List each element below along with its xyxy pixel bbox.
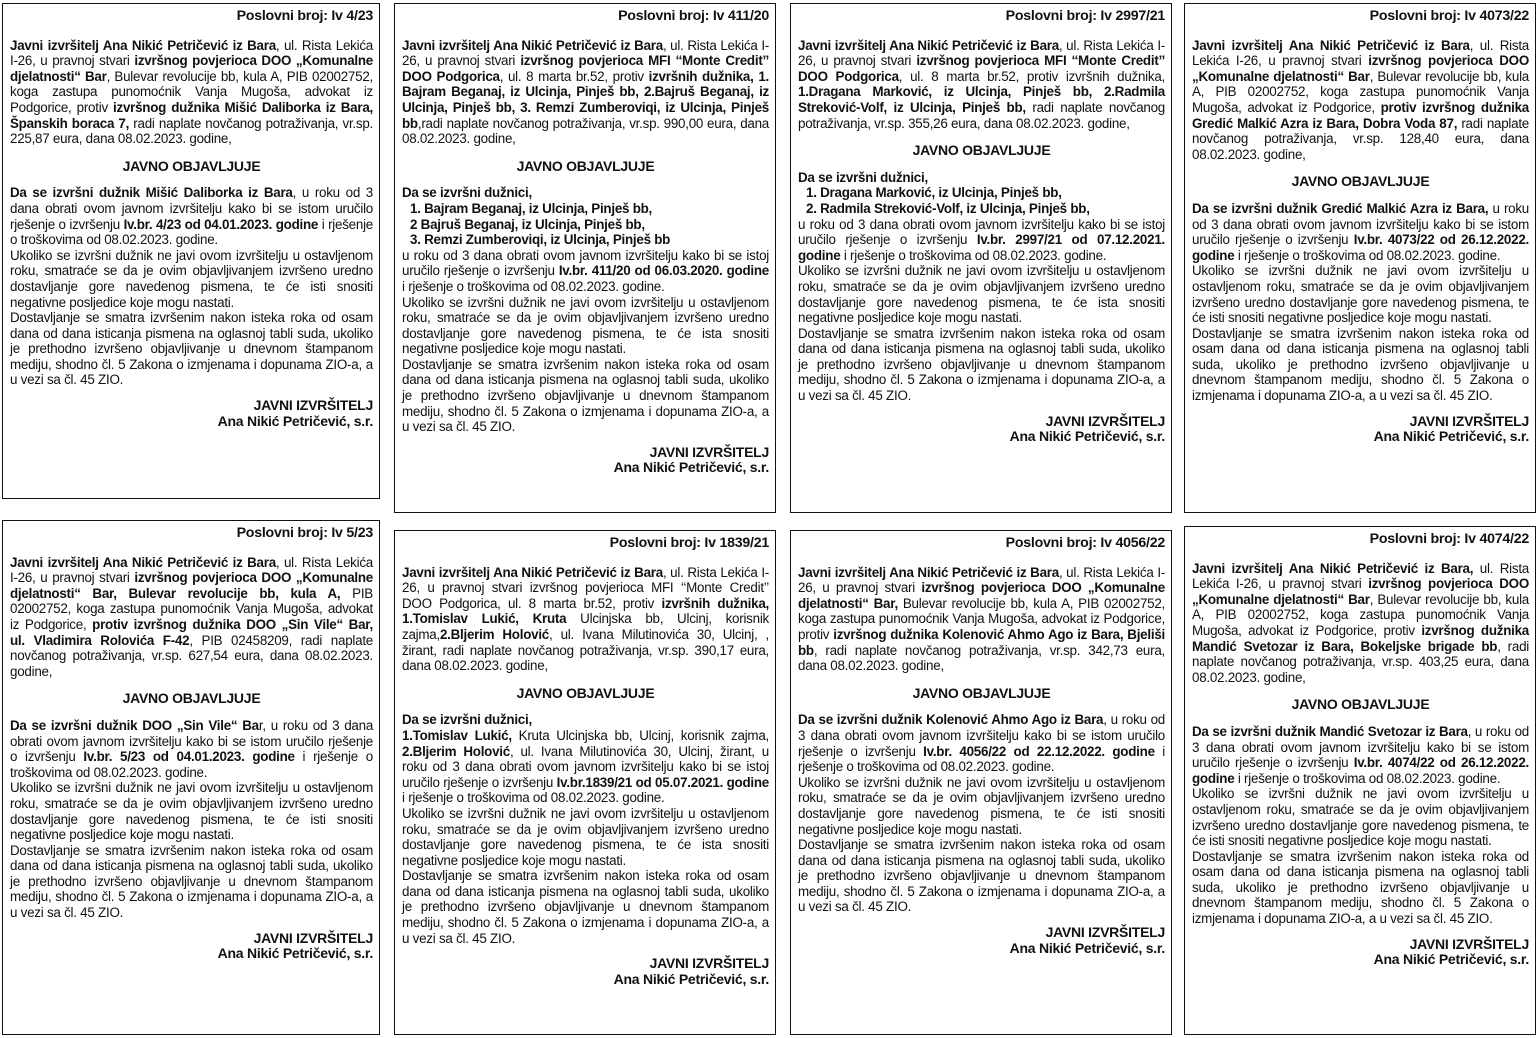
announcement-heading: JAVNO OBJAVLJUJE (912, 142, 1051, 159)
bold-run: Javni izvršitelj Ana Nikić Petričević iz Bara (10, 37, 276, 53)
directive-paragraph (798, 217, 1165, 264)
text-run: i rješenje o troškovima od 08.02.2023. godine. (1234, 247, 1501, 263)
bold-run: izvršnog povjerioca DOO „Komunalne djelatnosti“ Bar (10, 53, 373, 84)
case-number: Poslovni broj: Iv 5/23 (236, 525, 373, 541)
signature-name: Ana Nikić Petričević, s.r. (217, 945, 373, 962)
signature-title: JAVNI IZVRŠITELJ (649, 955, 769, 972)
bold-run: Iv.br. 5/23 od 04.01.2023. godine (83, 749, 295, 765)
debtor-list (798, 185, 1165, 216)
warning-paragraph: Ukoliko se izvršni dužnik ne javi ovom izvršitelju u ostavljenom roku, smatraće se da je ovim objavljivanjem izvršeno uredno dostavljanje gore navedenog pismena, te će isti snositi negativne posljedice koje mogu nastati. (1192, 263, 1529, 326)
bold-run: izvršnog povjerioca DOO „Komunalne djelatnosti“ Bar (1192, 576, 1529, 607)
intro-paragraph (10, 38, 373, 147)
text-run: u roku od 3 dana obrati ovom javnom izvršitelju kako bi se istoj uručilo rješenje o izvršenju (402, 247, 769, 279)
text-run: , ul. Rista Lekića I-26, u pravnoj stvari (10, 37, 373, 69)
delivery-paragraph: Dostavljanje se smatra izvršenim nakon isteka roka od osam dana od dana isticanja pismena na oglasnoj tabli suda, ukoliko je prethodno izvršeno objavljivanje u dnevnom štampanom mediju, shodno čl. 5 Zakona o izmjenama i dopunama ZIO-a, a u vezi sa čl. 45 ZIO. (402, 868, 769, 946)
bold-run: Da se izvršni dužnik Mandić Svetozar iz Bara (1192, 723, 1468, 739)
case-number: Poslovni broj: Iv 4/23 (236, 8, 373, 24)
bold-run: Iv.br. 4/23 od 04.01.2023. godine (123, 216, 319, 232)
signature-name: Ana Nikić Petričević, s.r. (613, 970, 769, 987)
intro-paragraph (1192, 38, 1529, 163)
bold-run: izvršnog povjerioca MFI ‘‘Monte Credit’’ DOO Podgorica (402, 53, 769, 84)
directive-paragraph (10, 718, 373, 780)
debtor-item: 2 Bajruš Beganaj, iz Ulcinja, Pinješ bb, (410, 216, 645, 232)
announcement-heading: JAVNO OBJAVLJUJE (1291, 173, 1430, 190)
debtor-item: 1. Bajram Beganaj, iz Ulcinja, Pinješ bb, (410, 200, 653, 216)
bold-run: Iv.br. 4073/22 od 26.12.2022. godine (1192, 232, 1529, 263)
case-number: Poslovni broj: Iv 4073/22 (1369, 8, 1529, 24)
text-run: i rješenje o troškovima od 08.02.2023. godine. (402, 790, 665, 806)
signature-name: Ana Nikić Petričević, s.r. (1009, 428, 1165, 445)
directive-paragraph (10, 185, 373, 247)
text-run: , Bulevar revolucije bb, kula A, PIB 02002752, koga zastupa punomoćnik Vanja Mugoša, advokat iz Podgorice, protiv (10, 68, 373, 115)
text-run: , ul. Rista Lekića I-26, u pravnoj stvari (1192, 37, 1529, 69)
text-run: , Bulevar revolucije bb, kula A, PIB 02002752, koga zastupa punomoćnik Vanja Mugoša, advokat iz Podgorice, protiv (1192, 591, 1529, 638)
delivery-paragraph: Dostavljanje se smatra izvršenim nakon isteka roka od osam dana od dana isticanja pismena na oglasnoj tabli suda, ukoliko je prethodno izvršeno objavljivanje u dnevnom štampanom mediju, shodno čl. 5 Zakona o izmjenama i dopunama ZIO-a, a u vezi sa čl. 45 ZIO. (1192, 848, 1529, 927)
notice-card (1184, 3, 1536, 513)
text-run: , Bulevar revolucije bb, kula A, PIB 02002752, koga zastupa punomoćnik Vanja Mugoša, advokat iz Podgorice, (1192, 68, 1529, 115)
signature-name: Ana Nikić Petričević, s.r. (1373, 951, 1529, 968)
announcement-heading: JAVNO OBJAVLJUJE (912, 684, 1051, 701)
notice-card (790, 530, 1172, 1035)
bold-run: izvršnih dužnika, 1.Tomislav Lukić, Kruta (402, 595, 769, 627)
bold-run: Javni izvršitelj Ana Nikić Petričević iz Bara (798, 37, 1059, 53)
directive-paragraph (1192, 201, 1529, 263)
announcement-heading: JAVNO OBJAVLJUJE (122, 157, 261, 174)
directive-paragraph (798, 712, 1165, 774)
delivery-paragraph: Dostavljanje se smatra izvršenim nakon isteka roka od osam dana od dana isticanja pismena na oglasnoj tabli suda, ukoliko je prethodno izvršeno objavljivanje u dnevnom štampanom mediju, shodno čl. 5 Zakona o izmjenama i dopunama ZIO-a, a u vezi sa čl. 45 ZIO. (402, 356, 769, 435)
bold-run: 2.Bljerim Holović (402, 743, 510, 759)
bold-run: Javni izvršitelj Ana Nikić Petričević iz Bara (1192, 37, 1470, 53)
text-run: radi naplate novčanog potraživanja, vr.sp. 225,87 eura, dana 08.02.2023. godine, (10, 115, 373, 147)
notice-card (2, 3, 380, 499)
text-run: i rješenje o troškovima od 08.02.2023. godine. (798, 743, 1165, 775)
bold-run: Da se izvršni dužnik DOO „Sin Vile“ Ba (10, 717, 259, 733)
notice-card (2, 520, 380, 1035)
intro-paragraph (1192, 561, 1529, 686)
debtors-label: Da se izvršni dužnici, (798, 169, 928, 185)
announcement-heading: JAVNO OBJAVLJUJE (516, 684, 655, 701)
signature-name: Ana Nikić Petričević, s.r. (1009, 939, 1165, 956)
directive-paragraph (1192, 724, 1529, 786)
bold-run: Da se izvršni dužnik Kolenović Ahmo Ago iz Bara (798, 712, 1104, 728)
text-run: r, u roku od 3 dana obrati ovom javnom izvršitelju kako bi se istom uručilo rješenje o izvršenju (10, 717, 374, 765)
bold-run: Javni izvršitelj Ana Nikić Petričević iz Bara (10, 554, 276, 570)
bold-run: Javni izvršitelj Ana Nikić Petričević iz Bara (402, 564, 663, 580)
text-run: , ul. Rista Lekića I-26, u pravnoj stvari izvršnog povjerioca MFI ‘‘Monte Credit’’ DOO Podgorica, ul. 8 marta br.52, protiv (402, 564, 769, 611)
text-run: radi naplate novčanog potraživanja, vr.sp. 128,40 eura, dana 08.02.2023. godine, (1192, 115, 1530, 162)
case-number: Poslovni broj: Iv 2997/21 (1005, 8, 1165, 24)
bold-run: 1.Tomislav Lukić, (402, 727, 512, 743)
case-number: Poslovni broj: Iv 411/20 (618, 8, 769, 24)
debtor-item: 2. Radmila Streković-Volf, iz Ulcinja, Pinješ bb, (806, 200, 1090, 216)
delivery-paragraph: Dostavljanje se smatra izvršenim nakon isteka roka od osam dana od dana isticanja pismena na oglasnoj tabli suda, ukoliko je prethodno izvršeno objavljivanje u dnevnom štampanom mediju, shodno čl. 5 Zakona o izmjenama i dopunama ZIO-a, a u vezi sa čl. 45 ZIO. (1192, 325, 1529, 404)
intro-paragraph (798, 565, 1165, 674)
text-run: radi naplate novčanog potraživanja, vr.sp. 355,26 eura, dana 08.02.2023. godine, (798, 99, 1166, 131)
text-run: , ul. Rista Lekića I-26, u pravnoj stvari (798, 37, 1165, 69)
text-run: , u roku od 3 dana obrati ovom javnom izvršitelju kako bi se istom uručilo rješenje o izvršenju (10, 185, 373, 232)
intro-paragraph (10, 555, 373, 680)
debtors-label: Da se izvršni dužnici, (402, 185, 532, 201)
signature-title: JAVNI IZVRŠITELJ (649, 443, 769, 460)
text-run: , ul. 8 marta br.52, protiv izvršnih dužnika, (898, 68, 1166, 84)
intro-paragraph (798, 38, 1165, 132)
signature-title: JAVNI IZVRŠITELJ (1045, 412, 1165, 429)
delivery-paragraph: Dostavljanje se smatra izvršenim nakon isteka roka od osam dana od dana isticanja pismena na oglasnoj tabli suda, ukoliko je prethodno izvršeno objavljivanje u dnevnom štampanom mediju, shodno čl. 5 Zakona o izmjenama i dopunama ZIO-a, a u vezi sa čl. 45 ZIO. (10, 842, 373, 921)
debtor-list (402, 201, 769, 248)
bold-run: 2.Bljerim Holović (439, 626, 549, 642)
notice-card (790, 3, 1172, 513)
directive-paragraph (402, 248, 769, 295)
signature-title: JAVNI IZVRŠITELJ (253, 397, 373, 414)
text-run: Ulcinjska bb, Ulcinj, korisnik zajma, (402, 611, 769, 642)
text-run: , ul. Rista Lekića I-26, u pravnoj stvari (402, 37, 769, 69)
bold-run: izvršnog povjerioca MFI ‘‘Monte Credit’’ DOO Podgorica (798, 53, 1165, 84)
text-run: , ul. Ivana Milutinovića 30, Ulcinj, žirant, u roku od 3 dana obrati ovom javnom izvršitelju kako bi se istoj uručilo rješenje o izvršenju (402, 743, 769, 790)
bold-run: izvršnog povjerioca DOO „Komunalne djelatnosti“ Bar, (798, 580, 1166, 611)
case-number: Poslovni broj: Iv 4056/22 (1005, 535, 1165, 551)
directive-paragraph (402, 728, 769, 806)
bold-run: izvršnog dužnika Kolenović Ahmo Ago iz Bara, Bjeliši bb (798, 626, 1165, 658)
warning-paragraph: Ukoliko se izvršni dužnik ne javi ovom izvršitelju u ostavljenom roku, smatraće se da je ovim objavljivanjem izvršeno uredno dostavljanje gore navedenog pismena, te će ista snositi negativne posljedice koje mogu nastati. (798, 263, 1165, 326)
bold-run: Iv.br. 4074/22 od 26.12.2022. godine (1192, 755, 1529, 786)
bold-run: Javni izvršitelj Ana Nikić Petričević iz Bara, (1192, 560, 1474, 576)
bold-run: izvršnog dužnika Mišić Daliborka iz Bara, Španskih boraca 7, (10, 99, 374, 131)
text-run: , ul. 8 marta br.52, protiv (499, 68, 649, 84)
warning-paragraph: Ukoliko se izvršni dužnik ne javi ovom izvršitelju u ostavljenom roku, smatraće se da je ovim objavljivanjem izvršeno uredno dostavljanje gore navedenog pismena, te će isti snositi negativne posljedice koje mogu nastati. (10, 247, 373, 310)
case-number: Poslovni broj: Iv 1839/21 (609, 535, 769, 551)
text-run: ul. Rista Lekića I-26, u pravnoj stvari (1192, 560, 1529, 592)
bold-run: Iv.br. 411/20 od 06.03.2020. godine (558, 263, 769, 279)
text-run: i rješenje o troškovima od 08.02.2023. godine. (10, 216, 373, 248)
text-run: i rješenje o troškovima od 08.02.2023. godine. (840, 247, 1107, 263)
warning-paragraph: Ukoliko se izvršni dužnik ne javi ovom izvršitelju u ostavljenom roku, smatraće se da je ovim objavljivanjem izvršeno uredno dostavljanje gore navedenog pismena, te će isti snositi negativne posljedice koje mogu nastati. (1192, 786, 1529, 849)
text-run: i rješenje o troškovima od 08.02.2023. godine. (1234, 770, 1501, 786)
text-run: i rješenje o troškovima od 08.02.2023. godine. (402, 278, 665, 294)
notice-card (394, 3, 776, 513)
signature-title: JAVNI IZVRŠITELJ (1409, 412, 1529, 429)
text-run: , radi naplate novčanog potraživanja, vr.sp. 342,73 eura, dana 08.02.2023. godine, (798, 642, 1165, 674)
text-run: , PIB 02458209, radi naplate novčanog potraživanja, vr.sp. 627,54 eura, dana 08.02.2023. godine, (10, 632, 373, 679)
text-run: Bulevar revolucije bb, kula A, PIB 02002752, koga zastupa punomoćnik Vanja Mugoša, advokat iz Podgorice, protiv (798, 595, 1166, 642)
text-run: ,radi naplate novčanog potraživanja, vr.sp. 990,00 eura, dana 08.02.2023. godine, (402, 115, 769, 147)
bold-run: Iv.br. 4056/22 od 22.12.2022. godine (923, 743, 1155, 759)
bold-run: protiv izvršnog dužnika DOO „Sin Vile“ Bar, ul. Vladimira Rolovića F-42 (10, 616, 373, 648)
signature-name: Ana Nikić Petričević, s.r. (217, 412, 373, 429)
signature-name: Ana Nikić Petričević, s.r. (1373, 428, 1529, 445)
warning-paragraph: Ukoliko se izvršni dužnik ne javi ovom izvršitelju u ostavljenom roku, smatraće se da je ovim objavljivanjem izvršeno uredno dostavljanje gore navedenog pismena, te će isti snositi negativne posljedice koje mogu nastati. (10, 780, 373, 843)
text-run: u roku od 3 dana obrati ovom javnom izvršitelju kako bi se istom uručilo rješenje o izvršenju (1192, 200, 1529, 248)
bold-run: izvršnog povjerioca DOO „Komunalne djelatnosti“ Bar, Bulevar revolucije bb, kula A, (10, 570, 373, 601)
announcement-heading: JAVNO OBJAVLJUJE (1291, 696, 1430, 713)
bold-run: Iv.br. 2997/21 od 07.12.2021. godine (798, 232, 1165, 263)
bold-run: Da se izvršni dužnik Gredić Malkić Azra iz Bara, (1192, 200, 1489, 216)
delivery-paragraph: Dostavljanje se smatra izvršenim nakon isteka roka od osam dana od dana isticanja pismena na oglasnoj tabli suda, ukoliko je prethodno izvršeno objavljivanje u dnevnom štampanom mediju, shodno čl. 5 Zakona o izmjenama i dopunama ZIO-a, a u vezi sa čl. 45 ZIO. (798, 837, 1165, 915)
text-run: , radi naplate novčanog potraživanja, vr.sp. 403,25 eura, dana 08.02.2023. godine, (1192, 638, 1529, 685)
text-run: , ul. Ivana Milutinovića 30, Ulcinj, , žirant, radi naplate novčanog potraživanja, vr.sp. 390,17 eura, dana 08.02.2023. godine, (402, 626, 769, 674)
bold-run: 1.Dragana Marković, iz Ulcinja, Pinješ bb, 2.Radmila Streković-Volf, iz Ulcinja, Pinješ bb, (798, 84, 1165, 115)
text-run: , u roku od 3 dana obrati ovom javnom izvršitelju kako bi se istom uručilo rješenje o izvršenju (1192, 723, 1529, 771)
delivery-paragraph: Dostavljanje se smatra izvršenim nakon isteka roka od osam dana od dana isticanja pismena na oglasnoj tabli suda, ukoliko je prethodno izvršeno objavljivanje u dnevnom štampanom mediju, shodno čl. 5 Zakona o izmjenama i dopunama ZIO-a, a u vezi sa čl. 45 ZIO. (798, 325, 1165, 404)
bold-run: izvršnih dužnika, 1. Bajram Beganaj, iz Ulcinja, Pinješ bb, 2.Bajruš Beganaj, iz Ulcinja, Pinješ bb, 3. Remzi Zumberoviqi, iz Ulcinja, Pinješ bb (402, 68, 770, 131)
intro-paragraph (402, 565, 769, 674)
text-run: PIB 02002752, koga zastupa punomoćnik Vanja Mugoša, advokat iz Podgorice, (10, 585, 373, 632)
text-run: , ul. Rista Lekića I-26, u pravnoj stvari (10, 554, 373, 586)
signature-title: JAVNI IZVRŠITELJ (253, 929, 373, 946)
signature-title: JAVNI IZVRŠITELJ (1045, 924, 1165, 941)
debtor-item: 3. Remzi Zumberoviqi, iz Ulcinja, Pinješ bb (410, 232, 671, 248)
delivery-paragraph: Dostavljanje se smatra izvršenim nakon isteka roka od osam dana od dana isticanja pismena na oglasnoj tabli suda, ukoliko je prethodno izvršeno objavljivanje u dnevnom štampanom mediju, shodno čl. 5 Zakona o izmjenama i dopunama ZIO-a, a u vezi sa čl. 45 ZIO. (10, 310, 373, 388)
warning-paragraph: Ukoliko se izvršni dužnik ne javi ovom izvršitelju u ostavljenom roku, smatraće se da je ovim objavljivanjem izvršeno uredno dostavljanje gore navedenog pismena, te će ista snositi negativne posljedice koje mogu nastati. (402, 294, 769, 357)
bold-run: Iv.br.1839/21 od 05.07.2021. godine (556, 774, 769, 790)
bold-run: Javni izvršitelj Ana Nikić Petričević iz Bara (798, 564, 1059, 580)
text-run: , ul. Rista Lekića I-26, u pravnoj stvari (798, 564, 1165, 596)
bold-run: Da se izvršni dužnik Mišić Daliborka iz Bara (10, 185, 293, 201)
bold-run: izvršnog povjerioca DOO „Komunalne djelatnosti“ Bar (1192, 53, 1529, 84)
intro-paragraph (402, 38, 769, 147)
text-run: u roku od 3 dana obrati ovom javnom izvršitelju kako bi se istoj uručilo rješenje o izvršenju (798, 216, 1165, 248)
bold-run: izvršnog dužnika Mandić Svetozar iz Bara, Bokeljske brigade bb (1192, 622, 1529, 654)
notice-card (1184, 526, 1536, 1035)
announcement-heading: JAVNO OBJAVLJUJE (516, 157, 655, 174)
text-run: , u roku od 3 dana obrati ovom javnom izvršitelju kako bi se istom uručilo rješenje o izvršenju (798, 712, 1165, 759)
bold-run: protiv izvršnog dužnika Gredić Malkić Azra iz Bara, Dobra Voda 87, (1192, 99, 1529, 131)
warning-paragraph: Ukoliko se izvršni dužnik ne javi ovom izvršitelju u ostavljenom roku, smatraće se da je ovim objavljivanjem izvršeno uredno dostavljanje gore navedenog pismena, te će isti snositi negativne posljedice koje mogu nastati. (798, 774, 1165, 837)
notice-card (394, 530, 776, 1035)
signature-name: Ana Nikić Petričević, s.r. (613, 459, 769, 476)
case-number: Poslovni broj: Iv 4074/22 (1369, 531, 1529, 547)
debtors-label: Da se izvršni dužnici, (402, 712, 532, 728)
debtor-item: 1. Dragana Marković, iz Ulcinja, Pinješ bb, (806, 185, 1062, 201)
text-run: i rješenje o troškovima od 08.02.2023. godine. (10, 749, 373, 780)
warning-paragraph: Ukoliko se izvršni dužnik ne javi ovom izvršitelju u ostavljenom roku, smatraće se da je ovim objavljivanjem izvršeno uredno dostavljanje gore navedenog pismena, te će ista snositi negativne posljedice koje mogu nastati. (402, 805, 769, 868)
bold-run: Javni izvršitelj Ana Nikić Petričević iz Bara (402, 37, 663, 53)
text-run: Kruta Ulcinjska bb, Ulcinj, korisnik zajma, (511, 727, 769, 743)
signature-title: JAVNI IZVRŠITELJ (1409, 935, 1529, 952)
announcement-heading: JAVNO OBJAVLJUJE (122, 690, 261, 707)
